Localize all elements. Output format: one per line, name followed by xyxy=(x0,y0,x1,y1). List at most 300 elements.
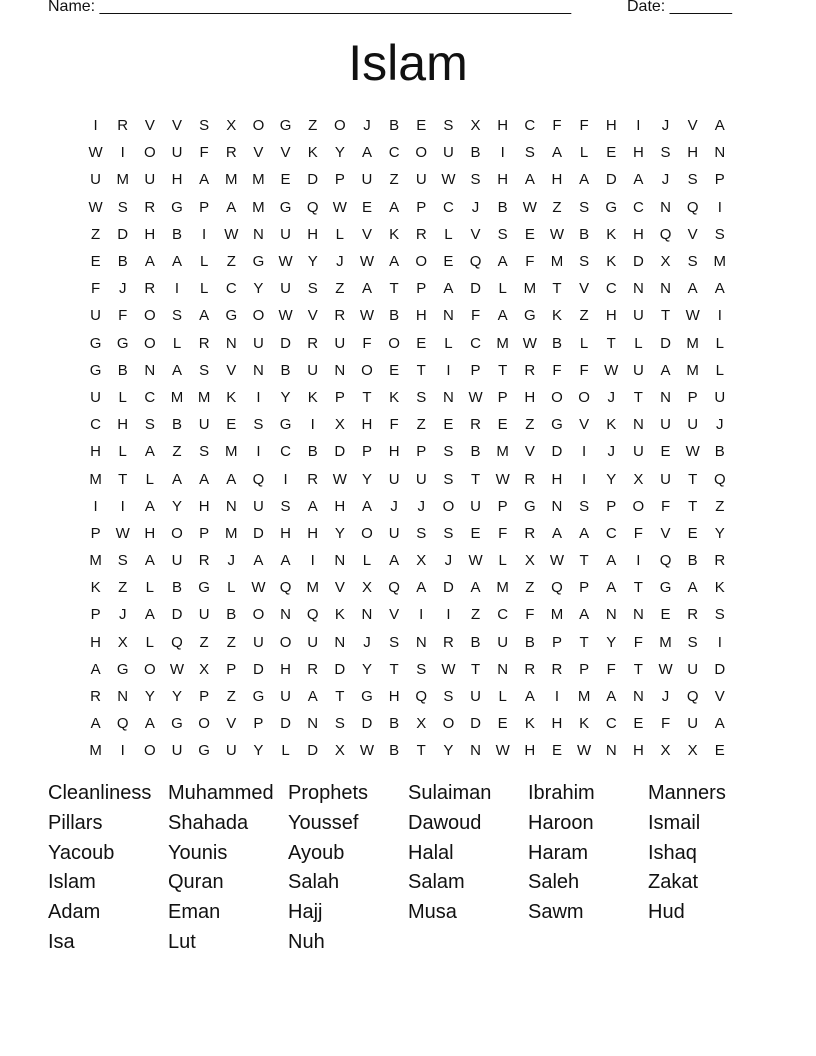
grid-letter: R xyxy=(524,470,536,488)
grid-letter: R xyxy=(198,552,210,570)
grid-letter: H xyxy=(551,470,563,488)
grid-letter: K xyxy=(606,253,617,271)
grid-letter: V xyxy=(144,117,155,135)
grid-letter: S xyxy=(416,388,427,406)
grid-letter: U xyxy=(470,688,481,706)
grid-letter: A xyxy=(199,470,210,488)
grid-letter: X xyxy=(660,742,671,760)
grid-letter: C xyxy=(90,416,101,434)
grid-letter: Q xyxy=(659,552,672,570)
grid-letter: H xyxy=(524,388,536,406)
grid-letter: H xyxy=(632,225,644,243)
grid-letter: R xyxy=(442,633,454,651)
grid-letter: I xyxy=(120,742,125,760)
grid-letter: A xyxy=(226,198,237,216)
grid-letter: B xyxy=(117,253,128,271)
grid-letter: W xyxy=(468,552,483,570)
grid-letter: B xyxy=(714,443,725,461)
grid-letter: S xyxy=(660,144,671,162)
grid-letter: E xyxy=(389,361,400,379)
grid-letter: T xyxy=(633,579,643,597)
grid-letter: M xyxy=(686,334,699,352)
grid-letter: L xyxy=(362,552,372,570)
page-title: Islam xyxy=(348,35,468,91)
grid-letter: C xyxy=(442,198,454,216)
word-list-item: Halal xyxy=(408,841,454,864)
grid-letter: F xyxy=(389,416,399,434)
grid-letter: F xyxy=(552,117,562,135)
grid-letter: M xyxy=(89,470,102,488)
grid-letter: U xyxy=(252,334,264,352)
word-list-item: Youssef xyxy=(288,811,359,834)
grid-row xyxy=(82,547,734,574)
grid-letter: U xyxy=(334,334,346,352)
grid-letter: Y xyxy=(334,524,345,542)
grid-letter: M xyxy=(659,633,672,651)
grid-letter: U xyxy=(687,715,699,733)
grid-letter: N xyxy=(632,688,644,706)
word-list-item: Isa xyxy=(48,930,75,953)
grid-letter: A xyxy=(579,606,590,624)
grid-letter: H xyxy=(307,524,319,542)
grid-letter: U xyxy=(687,416,699,434)
grid-letter: H xyxy=(144,225,156,243)
grid-letter: S xyxy=(117,198,128,216)
grid-letter: H xyxy=(551,171,563,189)
grid-letter: U xyxy=(388,524,400,542)
word-list-item: Islam xyxy=(48,871,96,894)
grid-letter: U xyxy=(171,552,183,570)
grid-letter: Y xyxy=(443,742,454,760)
grid-letter: O xyxy=(144,307,156,325)
word-list-item: Haroon xyxy=(528,811,594,834)
grid-letter: U xyxy=(252,633,264,651)
grid-letter: U xyxy=(90,171,101,189)
grid-letter: N xyxy=(442,388,454,406)
grid-letter: N xyxy=(225,497,237,515)
word-list-item: Shahada xyxy=(168,811,249,834)
grid-letter: A xyxy=(714,280,725,298)
grid-letter: L xyxy=(145,579,155,597)
grid-letter: O xyxy=(632,497,645,515)
grid-letter: G xyxy=(551,416,563,434)
grid-letter: F xyxy=(362,334,372,352)
grid-row xyxy=(82,330,734,357)
grid-letter: R xyxy=(551,660,563,678)
grid-letter: W xyxy=(359,307,375,325)
word-list-item: Nuh xyxy=(288,930,325,953)
grid-letter: Z xyxy=(470,606,481,624)
grid-letter: K xyxy=(714,579,725,597)
grid-letter: Z xyxy=(579,307,589,325)
grid-letter: C xyxy=(632,198,644,216)
word-list-item: Ismail xyxy=(648,811,701,834)
grid-letter: U xyxy=(470,497,481,515)
grid-letter: Y xyxy=(361,660,372,678)
grid-letter: E xyxy=(660,606,671,624)
grid-letter: Y xyxy=(606,470,617,488)
grid-letter: I xyxy=(256,443,261,461)
grid-letter: L xyxy=(199,253,209,271)
grid-letter: F xyxy=(525,253,535,271)
grid-letter: T xyxy=(688,470,698,488)
grid-letter: B xyxy=(579,225,590,243)
grid-letter: A xyxy=(171,361,182,379)
grid-letter: H xyxy=(605,307,617,325)
grid-letter: T xyxy=(606,334,616,352)
grid-letter: H xyxy=(388,688,400,706)
grid-letter: R xyxy=(117,117,129,135)
grid-letter: O xyxy=(279,633,292,651)
grid-letter: S xyxy=(253,416,264,434)
grid-letter: T xyxy=(118,470,128,488)
grid-letter: K xyxy=(334,606,345,624)
grid-letter: S xyxy=(687,633,698,651)
grid-letter: X xyxy=(524,552,535,570)
grid-letter: A xyxy=(687,280,698,298)
grid-letter: W xyxy=(685,307,700,325)
grid-letter: R xyxy=(714,552,726,570)
grid-letter: O xyxy=(442,715,455,733)
grid-letter: S xyxy=(714,225,725,243)
grid-letter: I xyxy=(120,144,125,162)
grid-letter: R xyxy=(687,606,699,624)
grid-letter: L xyxy=(444,334,453,352)
grid-letter: O xyxy=(442,497,455,515)
grid-letter: H xyxy=(334,497,346,515)
grid-letter: I xyxy=(717,307,722,325)
grid-letter: F xyxy=(525,606,535,624)
grid-letter: W xyxy=(359,742,375,760)
grid-letter: D xyxy=(470,280,481,298)
grid-letter: I xyxy=(582,443,587,461)
grid-letter: D xyxy=(361,715,373,733)
grid-letter: F xyxy=(90,280,101,298)
grid-letter: H xyxy=(280,660,291,678)
grid-letter: Y xyxy=(606,633,617,651)
grid-letter: S xyxy=(579,198,590,216)
grid-letter: M xyxy=(170,388,184,406)
grid-letter: R xyxy=(415,225,427,243)
grid-letter: J xyxy=(444,552,453,570)
grid-letter: Z xyxy=(226,688,236,706)
word-list-item: Salam xyxy=(408,871,465,894)
grid-letter: A xyxy=(144,497,155,515)
grid-letter: F xyxy=(118,307,128,325)
grid-row xyxy=(82,574,734,601)
grid-row xyxy=(82,194,734,221)
grid-letter: O xyxy=(334,117,346,135)
word-list-item: Sawm xyxy=(528,901,584,924)
word-list-item: Ishaq xyxy=(648,841,697,864)
grid-letter: N xyxy=(280,606,291,624)
grid-letter: N xyxy=(144,361,156,379)
grid-row xyxy=(82,166,734,193)
grid-row xyxy=(82,737,734,764)
grid-letter: A xyxy=(714,715,725,733)
grid-letter: G xyxy=(605,198,618,216)
word-list-item: Hud xyxy=(648,901,685,924)
grid-letter: U xyxy=(415,171,427,189)
grid-letter: S xyxy=(144,416,155,434)
grid-letter: L xyxy=(335,225,344,243)
grid-letter: Z xyxy=(335,280,345,298)
grid-letter: Y xyxy=(171,497,182,515)
grid-letter: Q xyxy=(388,579,400,597)
grid-letter: V xyxy=(361,225,372,243)
grid-letter: P xyxy=(90,524,101,542)
word-list-item: Manners xyxy=(648,782,726,804)
word-list-item: Quran xyxy=(168,871,224,894)
grid-letter: A xyxy=(280,552,291,570)
grid-letter: C xyxy=(144,388,156,406)
grid-letter: B xyxy=(470,443,481,461)
grid-letter: X xyxy=(633,470,644,488)
grid-letter: N xyxy=(714,144,726,162)
grid-letter: E xyxy=(606,144,617,162)
grid-letter: G xyxy=(523,497,536,515)
grid-letter: T xyxy=(579,633,589,651)
grid-letter: X xyxy=(361,579,372,597)
grid-letter: U xyxy=(171,144,183,162)
grid-row xyxy=(82,384,734,411)
grid-letter: J xyxy=(716,416,724,434)
grid-letter: B xyxy=(307,443,318,461)
grid-letter: M xyxy=(550,253,564,271)
grid-letter: N xyxy=(252,361,264,379)
grid-letter: Y xyxy=(334,144,345,162)
grid-letter: B xyxy=(226,606,237,624)
grid-letter: A xyxy=(144,715,155,733)
grid-letter: V xyxy=(226,715,237,733)
grid-letter: Z xyxy=(308,117,318,135)
grid-letter: X xyxy=(334,742,345,760)
grid-letter: I xyxy=(310,416,315,434)
grid-letter: I xyxy=(717,198,722,216)
grid-letter: F xyxy=(579,361,589,379)
grid-letter: E xyxy=(361,198,372,216)
grid-letter: A xyxy=(443,280,454,298)
grid-letter: D xyxy=(632,253,644,271)
grid-letter: X xyxy=(660,253,671,271)
grid-letter: N xyxy=(442,307,454,325)
grid-letter: M xyxy=(252,198,265,216)
grid-letter: Y xyxy=(307,253,318,271)
grid-letter: C xyxy=(497,606,509,624)
grid-letter: R xyxy=(334,307,346,325)
grid-letter: U xyxy=(280,225,291,243)
grid-letter: N xyxy=(361,606,373,624)
grid-letter: D xyxy=(171,606,183,624)
grid-row xyxy=(82,520,734,547)
grid-letter: I xyxy=(120,497,125,515)
grid-letter: M xyxy=(225,171,238,189)
grid-letter: K xyxy=(579,715,590,733)
grid-letter: T xyxy=(470,660,481,678)
grid-letter: D xyxy=(551,443,563,461)
grid-letter: U xyxy=(687,660,699,678)
grid-letter: M xyxy=(577,688,591,706)
grid-letter: N xyxy=(334,361,346,379)
grid-letter: T xyxy=(633,388,643,406)
grid-letter: G xyxy=(225,307,238,325)
grid-letter: S xyxy=(714,606,725,624)
grid-letter: U xyxy=(90,307,101,325)
grid-letter: H xyxy=(687,144,699,162)
grid-letter: P xyxy=(334,388,345,406)
grid-row xyxy=(82,302,734,329)
grid-letter: E xyxy=(497,416,508,434)
grid-letter: I xyxy=(446,606,451,624)
grid-letter: E xyxy=(443,253,454,271)
grid-letter: C xyxy=(605,524,617,542)
grid-letter: L xyxy=(498,688,507,706)
grid-letter: A xyxy=(389,198,400,216)
grid-letter: M xyxy=(89,742,102,760)
grid-letter: V xyxy=(579,416,590,434)
grid-letter: F xyxy=(660,497,671,515)
grid-letter: W xyxy=(685,443,700,461)
grid-letter: M xyxy=(496,443,509,461)
grid-letter: U xyxy=(442,144,454,162)
word-list-item: Cleanliness xyxy=(48,782,152,804)
grid-letter: L xyxy=(118,388,127,406)
word-list-item: Yacoub xyxy=(48,841,115,864)
grid-letter: N xyxy=(660,198,671,216)
grid-letter: S xyxy=(334,715,345,733)
grid-letter: V xyxy=(470,225,481,243)
grid-row xyxy=(82,112,734,139)
grid-letter: T xyxy=(552,280,562,298)
grid-letter: D xyxy=(280,715,291,733)
grid-letter: O xyxy=(252,117,265,135)
grid-letter: T xyxy=(389,280,399,298)
grid-letter: C xyxy=(605,280,617,298)
grid-letter: A xyxy=(416,579,427,597)
grid-letter: M xyxy=(116,171,129,189)
word-list-item: Salah xyxy=(288,871,340,894)
word-list-item: Younis xyxy=(168,841,228,864)
grid-letter: X xyxy=(199,660,210,678)
grid-letter: Z xyxy=(90,225,101,243)
grid-letter: D xyxy=(307,171,319,189)
grid-letter: L xyxy=(199,280,209,298)
date-field-label: Date: _______ xyxy=(627,0,732,15)
grid-letter: Y xyxy=(361,470,372,488)
grid-letter: M xyxy=(89,552,102,570)
grid-letter: K xyxy=(606,416,617,434)
grid-letter: I xyxy=(446,361,451,379)
grid-letter: D xyxy=(334,443,346,461)
grid-letter: R xyxy=(524,660,536,678)
grid-letter: I xyxy=(310,552,315,570)
grid-letter: L xyxy=(145,470,155,488)
grid-letter: O xyxy=(171,524,183,542)
grid-letter: B xyxy=(389,307,400,325)
grid-row xyxy=(82,629,734,656)
grid-letter: Q xyxy=(306,606,319,624)
grid-letter: M xyxy=(686,361,699,379)
grid-letter: S xyxy=(687,253,698,271)
grid-letter: U xyxy=(252,497,264,515)
grid-letter: B xyxy=(389,715,400,733)
grid-letter: Y xyxy=(280,388,291,406)
grid-letter: U xyxy=(144,171,156,189)
grid-letter: E xyxy=(226,416,237,434)
grid-letter: E xyxy=(416,117,427,135)
grid-letter: K xyxy=(389,388,400,406)
grid-letter: O xyxy=(144,660,156,678)
grid-letter: S xyxy=(579,253,590,271)
grid-letter: M xyxy=(306,579,319,597)
grid-letter: P xyxy=(714,171,725,189)
grid-letter: G xyxy=(116,334,129,352)
grid-letter: Z xyxy=(552,198,562,216)
grid-letter: L xyxy=(498,280,507,298)
grid-letter: N xyxy=(117,688,129,706)
grid-letter: R xyxy=(198,334,210,352)
grid-letter: A xyxy=(660,361,671,379)
grid-letter: S xyxy=(199,361,210,379)
grid-letter: N xyxy=(470,742,481,760)
grid-letter: K xyxy=(90,579,101,597)
grid-letter: O xyxy=(198,715,210,733)
grid-letter: J xyxy=(417,497,425,515)
grid-letter: A xyxy=(524,171,535,189)
grid-letter: U xyxy=(307,633,319,651)
grid-letter: S xyxy=(307,280,318,298)
grid-letter: Z xyxy=(172,443,182,461)
grid-letter: D xyxy=(117,225,129,243)
grid-letter: I xyxy=(554,688,560,706)
grid-letter: A xyxy=(606,688,617,706)
grid-letter: E xyxy=(497,715,508,733)
grid-letter: X xyxy=(117,633,128,651)
grid-letter: A xyxy=(144,253,155,271)
grid-letter: O xyxy=(144,144,156,162)
grid-letter: A xyxy=(199,307,210,325)
grid-letter: P xyxy=(361,443,372,461)
grid-letter: W xyxy=(251,579,266,597)
grid-letter: G xyxy=(252,253,265,271)
grid-letter: Z xyxy=(525,416,535,434)
grid-letter: S xyxy=(443,470,454,488)
grid-letter: G xyxy=(116,660,129,678)
grid-letter: V xyxy=(171,117,182,135)
grid-letter: H xyxy=(524,742,536,760)
grid-letter: H xyxy=(171,171,183,189)
grid-letter: U xyxy=(198,416,210,434)
grid-letter: Q xyxy=(686,688,699,706)
grid-letter: L xyxy=(715,334,724,352)
grid-letter: G xyxy=(198,742,210,760)
grid-letter: Q xyxy=(686,198,699,216)
grid-letter: Q xyxy=(415,688,428,706)
grid-letter: N xyxy=(660,388,671,406)
grid-letter: Q xyxy=(469,253,482,271)
grid-letter: N xyxy=(225,334,237,352)
grid-letter: I xyxy=(500,144,505,162)
grid-letter: H xyxy=(497,117,509,135)
grid-letter: U xyxy=(632,361,644,379)
grid-letter: J xyxy=(227,552,236,570)
grid-letter: G xyxy=(252,688,265,706)
grid-letter: J xyxy=(607,443,615,461)
word-list-item: Hajj xyxy=(288,901,323,924)
grid-letter: G xyxy=(279,117,292,135)
grid-letter: T xyxy=(335,688,345,706)
grid-letter: T xyxy=(498,361,508,379)
